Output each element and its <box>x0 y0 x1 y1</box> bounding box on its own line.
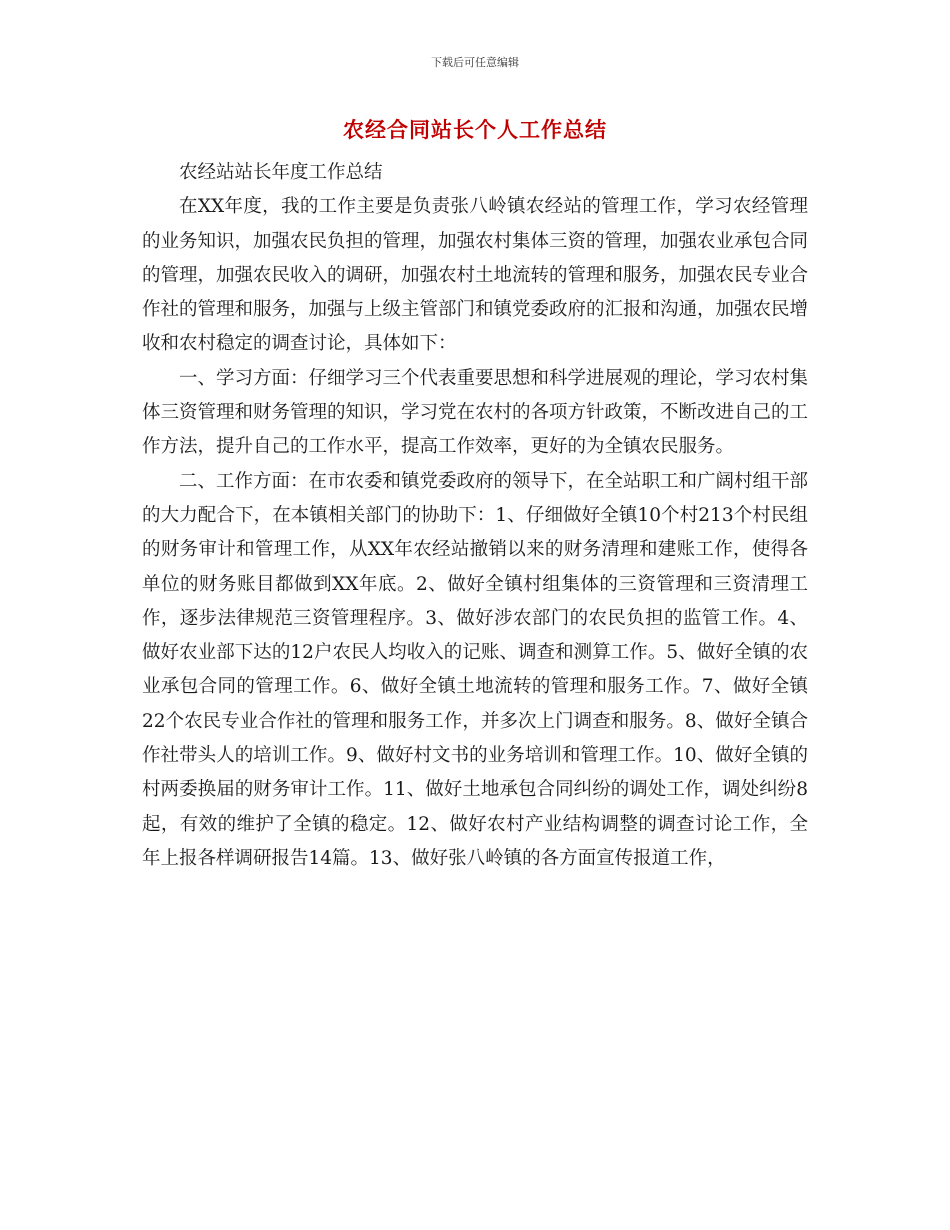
paragraph-intro: 在XX年度，我的工作主要是负责张八岭镇农经站的管理工作，学习农经管理的业务知识，加强农民负担的管理，加强农村集体三资的管理，加强农业承包合同的管理，加强农民收入的调研，加强农村土地流转的管理和服务，加强农民专业合作社的管理和服务，加强与上级主管部门和镇党委政府的汇报和沟通，加强农民增收和农村稳定的调查讨论，具体如下： <box>142 196 809 355</box>
paragraph-work: 二、工作方面：在市农委和镇党委政府的领导下，在全站职工和广阔村组干部的大力配合下，在本镇相关部门的协助下：1、仔细做好全镇10个村213个村民组的财务审计和管理工作，从XX年农经站撤销以来的财务清理和建账工作，使得各单位的财务账目都做到XX年底。2、做好全镇村组集体的三资管理和三资清理工作，逐步法律规范三资管理程序。3、做好涉农部门的农民负担的监管工作。4、做好农业部下达的12户农民人均收入的记账、调查和测算工作。5、做好全镇的农业承包合同的管理工作。6、做好全镇土地流转的管理和服务工作。7、做好全镇22个农民专业合作社的管理和服务工作，并多次上门调查和服务。8、做好全镇合作社带头人的培训工作。9、做好村文书的业务培训和管理工作。10、做好全镇的村两委换届的财务审计工作。11、做好土地承包合同纠纷的调处工作，调处纠纷8起，有效的维护了全镇的稳定。12、做好农村产业结构调整的调查讨论工作，全年上报各样调研报告14篇。13、做好张八岭镇的各方面宣传报道工作， <box>142 470 809 869</box>
document-body <box>142 156 808 876</box>
document-title: 农经合同站长个人工作总结 <box>343 118 607 142</box>
header-note: 下载后可任意编辑 <box>431 56 519 69</box>
paragraph-subtitle: 农经站站长年度工作总结 <box>179 162 383 183</box>
paragraph-study: 一、学习方面：仔细学习三个代表重要思想和科学进展观的理论，学习农村集体三资管理和财务管理的知识，学习党在农村的各项方针政策，不断改进自己的工作方法，提升自己的工作水平，提高工作效率，更好的为全镇农民服务。 <box>142 367 809 458</box>
